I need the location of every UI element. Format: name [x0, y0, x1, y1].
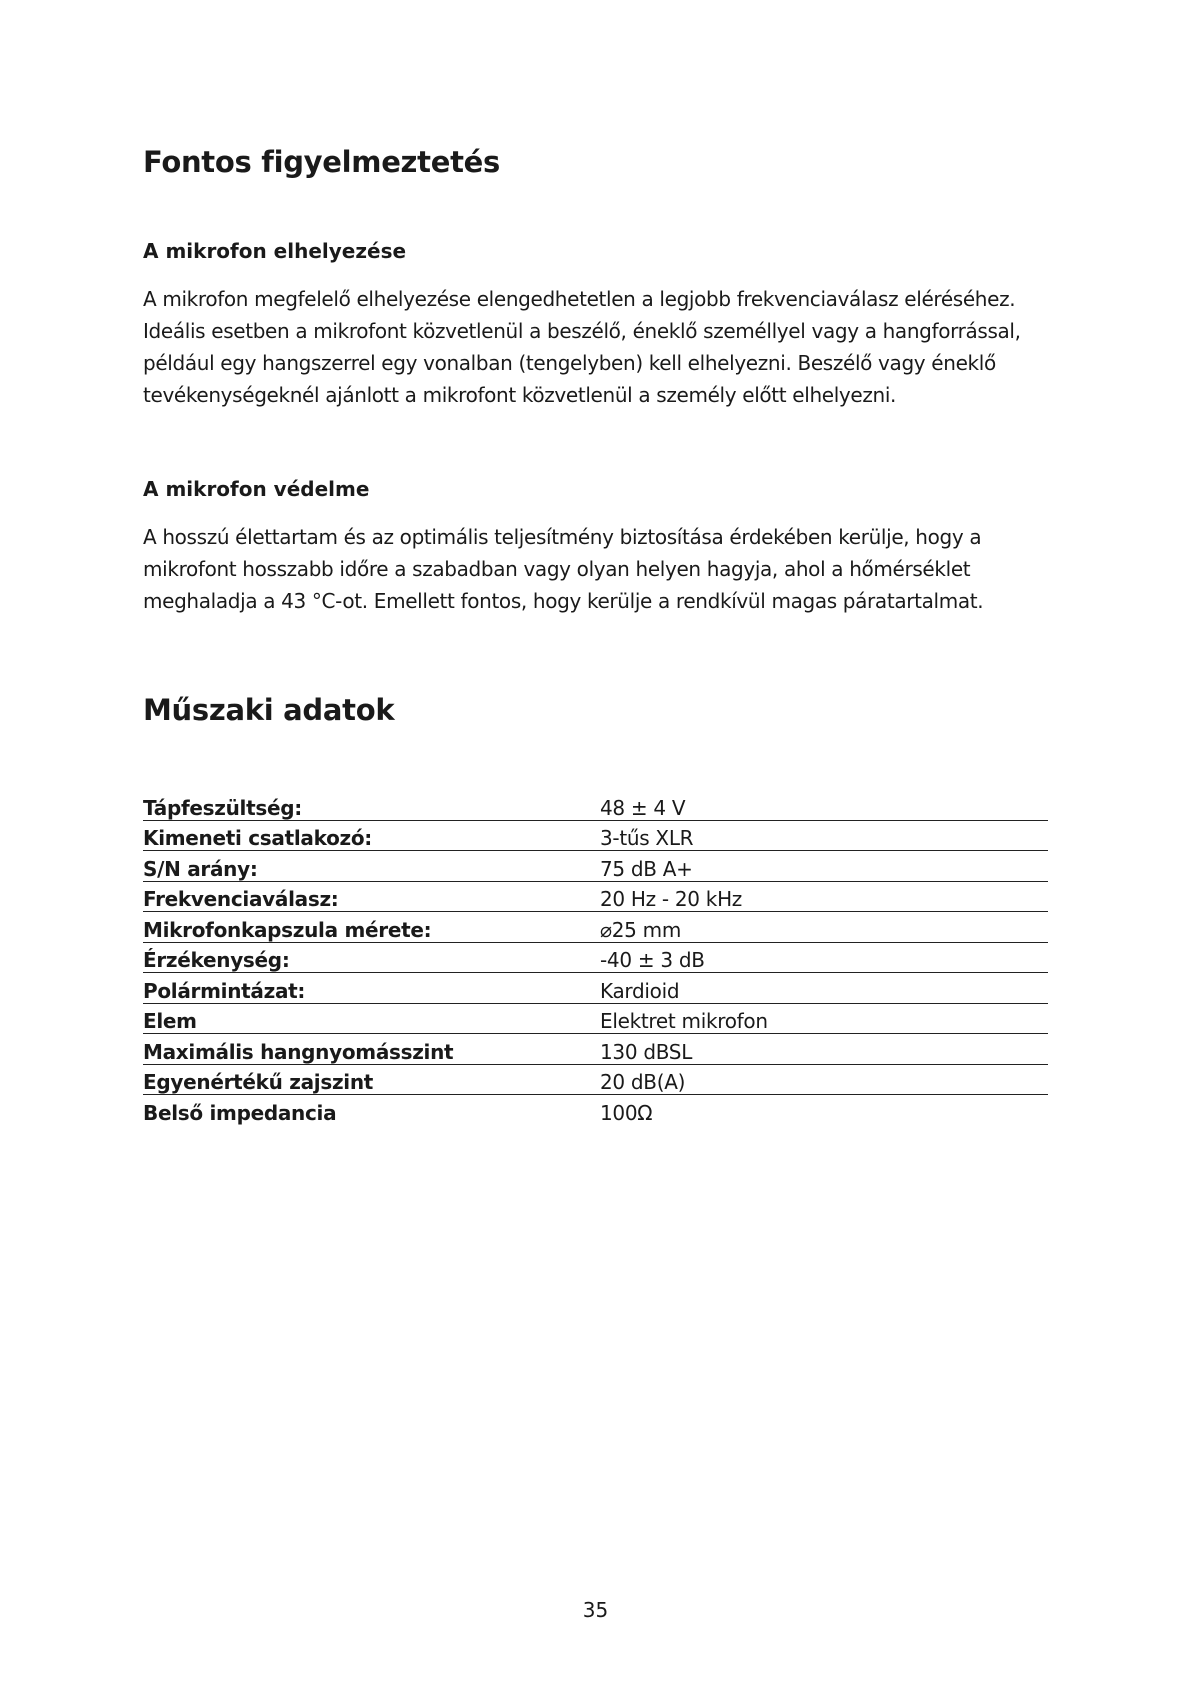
subsection-heading-protection: A mikrofon védelme: [143, 477, 370, 501]
spec-label: Mikrofonkapszula mérete:: [143, 917, 432, 942]
table-row: [143, 851, 1048, 882]
table-row: [143, 1003, 1048, 1034]
spec-value: -40 ± 3 dB: [600, 948, 705, 972]
page-number: 35: [582, 1598, 609, 1622]
spec-label: Maximális hangnyomásszint: [143, 1039, 454, 1064]
table-row: [143, 973, 1048, 1004]
section-title-specs: Műszaki adatok: [143, 693, 395, 727]
spec-value: Elektret mikrofon: [600, 1009, 768, 1033]
spec-label: Kimeneti csatlakozó:: [143, 826, 372, 850]
spec-value: 48 ± 4 V: [600, 795, 686, 820]
table-row: [143, 912, 1048, 943]
document-page: [143, 0, 1048, 1684]
section-title-warning: Fontos figyelmeztetés: [143, 145, 500, 179]
spec-label: Érzékenység:: [143, 948, 290, 972]
table-row: [143, 1064, 1048, 1095]
spec-value: 20 Hz - 20 kHz: [600, 887, 743, 911]
spec-label: Elem: [143, 1009, 197, 1033]
spec-value: 130 dBSL: [600, 1039, 693, 1064]
subsection-heading-placement: A mikrofon elhelyezése: [143, 239, 407, 263]
spec-label: Belső impedancia: [143, 1100, 337, 1125]
spec-label: Egyenértékű zajszint: [143, 1070, 374, 1094]
table-row: [143, 881, 1048, 912]
spec-value: 3-tűs XLR: [600, 826, 694, 850]
spec-value: 75 dB A+: [600, 856, 693, 881]
spec-value: ⌀25 mm: [600, 917, 682, 942]
paragraph-protection: A hosszú élettartam és az optimális teljesítmény biztosítása érdekében kerülje, hogy a mikrofont hosszabb időre a szabadban vagy olyan helyen hagyja, ahol a hőmérséklet meghaladja a 43 °C-ot. Emellett fontos, hogy kerülje a rendkívül magas páratartalmat.: [143, 525, 984, 613]
table-row: [143, 1034, 1048, 1065]
spec-label: Tápfeszültség:: [143, 795, 302, 820]
spec-value: Kardioid: [600, 978, 680, 1003]
spec-value: 20 dB(A): [600, 1070, 686, 1094]
table-row: [143, 790, 1048, 820]
spec-label: Polármintázat:: [143, 978, 306, 1003]
table-row: [143, 820, 1048, 851]
table-row: [143, 1095, 1048, 1125]
paragraph-placement: A mikrofon megfelelő elhelyezése elengedhetetlen a legjobb frekvenciaválasz eléréséhez. Ideális esetben a mikrofont közvetlenül a beszélő, éneklő személlyel vagy a hangforrással, például egy hangszerrel egy vonalban (tengelyben) kell elhelyezni. Beszélő vagy éneklő tevékenységeknél ajánlott a mikrofont közvetlenül a személy előtt elhelyezni.: [143, 287, 1021, 407]
table-row: [143, 942, 1048, 973]
spec-label: Frekvenciaválasz:: [143, 887, 339, 911]
spec-table: [143, 790, 1048, 1125]
spec-value: 100Ω: [600, 1100, 653, 1125]
spec-label: S/N arány:: [143, 856, 258, 881]
